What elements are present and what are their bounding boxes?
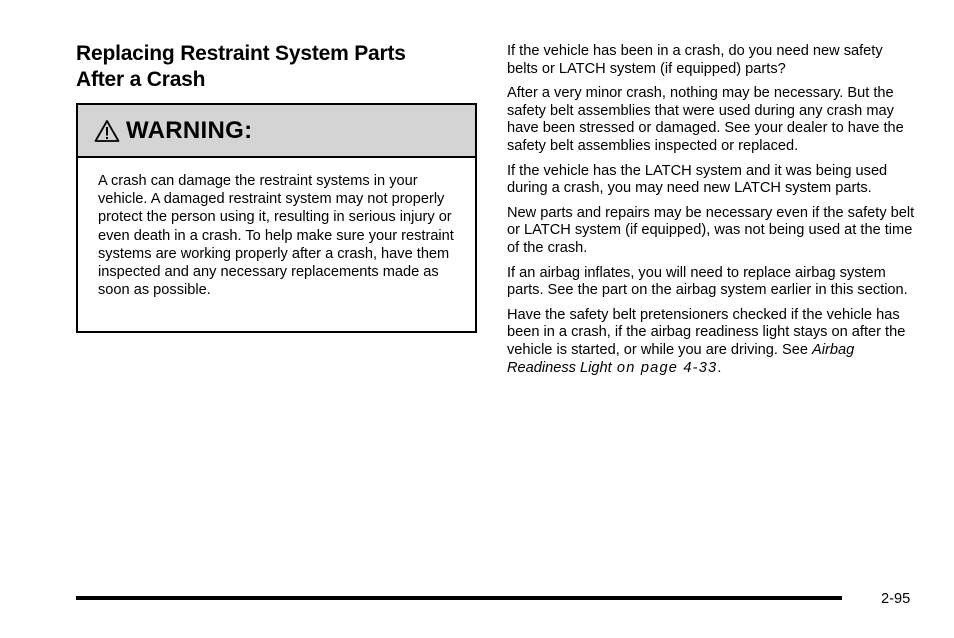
paragraph-last-text: Have the safety belt pretensioners checked if the vehicle has been in a crash, if the airbag readiness light stays on after the vehicle is started, or while you are driving. See — [507, 306, 906, 358]
paragraph: If the vehicle has been in a crash, do you need new safety belts or LATCH system (if equipped) parts? — [507, 43, 883, 77]
warning-triangle-icon — [94, 119, 120, 143]
paragraph: New parts and repairs may be necessary even if the safety belt or LATCH system (if equipped), was not being used at the time of the crash. — [507, 204, 915, 256]
right-column — [507, 43, 917, 384]
cross-reference-page[interactable]: on page 4-33 — [611, 359, 718, 376]
page-number: 2-95 — [881, 591, 911, 607]
section-title — [76, 41, 476, 93]
cross-reference-link[interactable]: Airbag Readiness Light — [507, 341, 855, 376]
warning-text: A crash can damage the restraint systems in your vehicle. A damaged restraint system may not properly protect the person using it, resulting in serious injury or even death in a crash. To help make sure your restraint systems are working properly after a crash, have them inspected and any necessary replacements made as soon as possible. — [98, 173, 454, 299]
warning-header — [78, 105, 475, 158]
paragraph: After a very minor crash, nothing may be necessary. But the safety belt assemblies that were used during any crash may have been stressed or damaged. See your dealer to have the safety belt assemblies inspected or replaced. — [507, 85, 904, 154]
paragraph-last-end: . — [717, 359, 722, 376]
paragraph: If an airbag inflates, you will need to replace airbag system parts. See the part on the airbag system earlier in this section. — [507, 264, 908, 299]
paragraph: If the vehicle has the LATCH system and it was being used during a crash, you may need new LATCH system parts. — [507, 162, 888, 197]
section-title-line1: Replacing Restraint System Parts — [76, 42, 406, 65]
left-column — [76, 41, 476, 93]
paragraph-last — [507, 307, 917, 377]
section-title-line2: After a Crash — [76, 68, 206, 91]
warning-box — [76, 103, 477, 333]
warning-label: WARNING: — [126, 116, 253, 144]
footer-rule — [76, 596, 842, 600]
